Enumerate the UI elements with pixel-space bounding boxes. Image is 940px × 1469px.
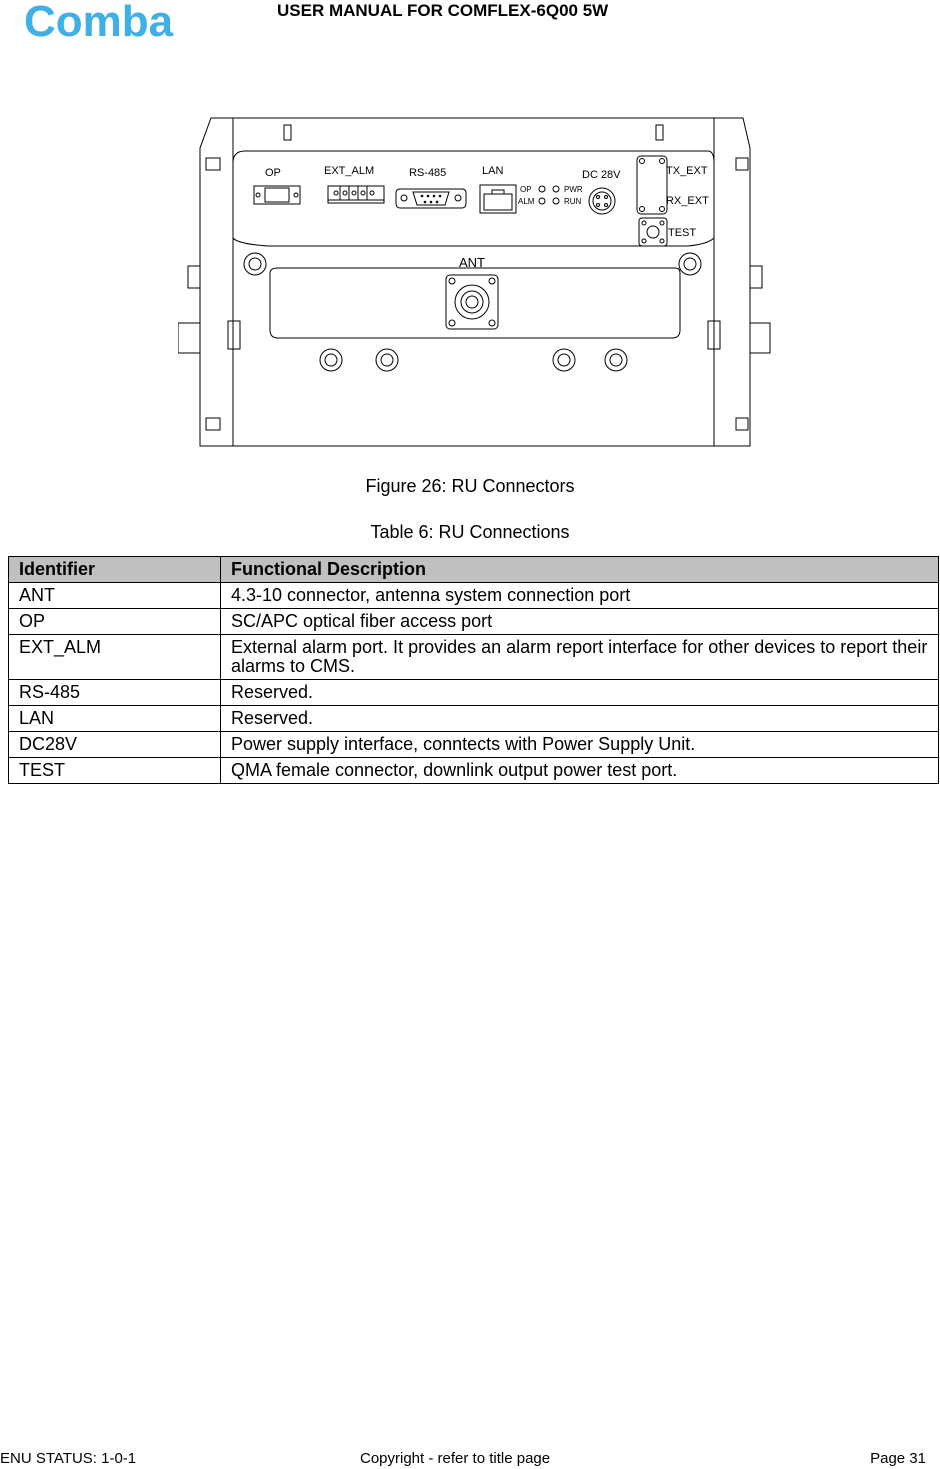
cell-identifier: DC28V — [9, 732, 221, 758]
table-row — [9, 680, 939, 706]
bottom-nut-3 — [553, 349, 575, 371]
table-row — [9, 583, 939, 609]
cell-description: Reserved. — [221, 706, 939, 732]
op-connector-drawing — [254, 186, 300, 204]
cell-identifier: OP — [9, 609, 221, 635]
cell-identifier: ANT — [9, 583, 221, 609]
bottom-nut-4 — [605, 349, 627, 371]
ru-connectors-figure — [178, 108, 778, 453]
logo-text: Comba — [24, 0, 174, 44]
cell-description: SC/APC optical fiber access port — [221, 609, 939, 635]
table-row — [9, 706, 939, 732]
test-connector-drawing — [639, 218, 667, 246]
ru-connections-table — [8, 556, 939, 784]
cell-identifier: RS-485 — [9, 680, 221, 706]
document-title: USER MANUAL FOR COMFLEX-6Q00 5W — [277, 1, 609, 20]
label-led-alm: ALM — [518, 197, 535, 206]
label-lan: LAN — [482, 165, 504, 177]
bottom-nut-1 — [320, 349, 342, 371]
table-caption: Table 6: RU Connections — [370, 522, 570, 542]
bottom-nut-2 — [376, 349, 398, 371]
cell-identifier: EXT_ALM — [9, 635, 221, 680]
label-test: TEST — [668, 227, 697, 239]
side-nut-left — [244, 253, 266, 275]
cell-description: External alarm port. It provides an alarm report interface for other devices to report their alarms to CMS. — [221, 635, 939, 680]
label-rs485: RS-485 — [409, 167, 447, 179]
label-op: OP — [265, 167, 281, 179]
label-dc: DC 28V — [582, 169, 621, 181]
footer-status: ENU STATUS: 1-0-1 — [0, 1450, 137, 1467]
cell-description: QMA female connector, downlink output power test port. — [221, 758, 939, 784]
table-header-row — [9, 557, 939, 583]
ant-connector-drawing — [446, 275, 498, 329]
label-ant: ANT — [459, 255, 485, 270]
label-ext-alm: EXT_ALM — [324, 165, 375, 177]
table-row — [9, 758, 939, 784]
figure-caption: Figure 26: RU Connectors — [365, 476, 575, 496]
table-row — [9, 635, 939, 680]
rs485-connector-drawing — [396, 189, 466, 208]
cell-description: Power supply interface, conntects with Power Supply Unit. — [221, 732, 939, 758]
cell-description: 4.3-10 connector, antenna system connection port — [221, 583, 939, 609]
label-tx-ext: TX_EXT — [666, 165, 708, 177]
cell-description: Reserved. — [221, 680, 939, 706]
comba-logo — [24, 0, 204, 44]
label-led-op: OP — [520, 185, 532, 194]
footer-page-number: Page 31 — [870, 1450, 926, 1467]
label-led-pwr: PWR — [564, 185, 583, 194]
header-identifier: Identifier — [9, 557, 221, 583]
label-rx-ext: RX_EXT — [666, 195, 709, 207]
lan-connector-drawing — [480, 185, 516, 213]
cell-identifier: LAN — [9, 706, 221, 732]
status-leds-drawing — [539, 186, 559, 204]
table-row — [9, 609, 939, 635]
table-row — [9, 732, 939, 758]
label-led-run: RUN — [564, 197, 582, 206]
footer-copyright: Copyright - refer to title page — [360, 1450, 551, 1467]
dc28v-connector-drawing — [589, 188, 615, 214]
tx-rx-ext-connector-drawing — [637, 156, 667, 214]
cell-identifier: TEST — [9, 758, 221, 784]
ext-alm-connector-drawing — [328, 186, 384, 203]
side-nut-right — [679, 253, 701, 275]
header-functional-description: Functional Description — [221, 557, 939, 583]
